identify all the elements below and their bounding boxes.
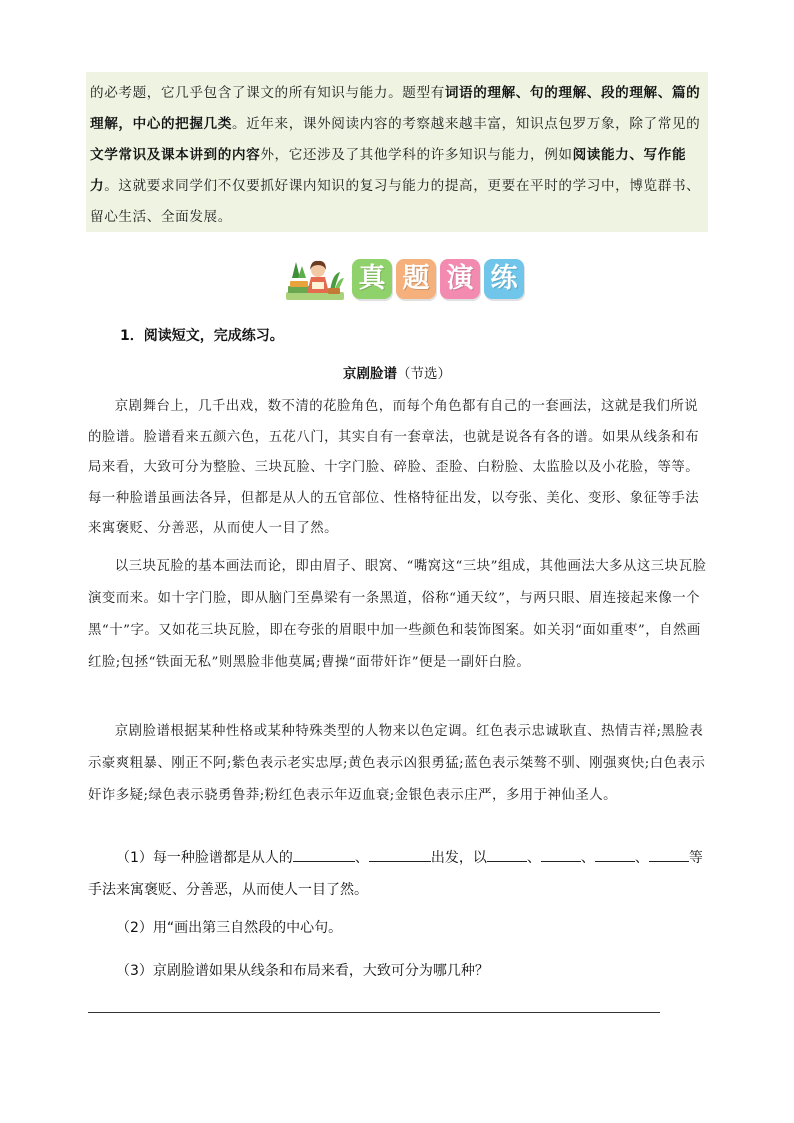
sub-question-3: （3）京剧脸谱如果从线条和布局来看，大致可分为哪几种？ [116, 963, 489, 979]
intro-segment: 。这就要求同学们不仅要抓好课内知识的复习与能力的提高，更要在平时的学习中，博览群书、留心生活、全面发展。 [90, 178, 701, 225]
intro-segment: 。近年来，课外阅读内容的考察越来越丰富，知识点包罗万象，除了常见的 [231, 116, 701, 132]
intro-segment: 外，它还涉及了其他学科的许多知识与能力，例如 [260, 147, 573, 163]
banner-tile-lian: 练 [484, 259, 524, 299]
sub-question-2: （2）用“画出第三自然段的中心句。 [116, 920, 343, 936]
blank-1[interactable] [293, 847, 355, 862]
question-title: 1．阅读短文，完成练习。 [120, 328, 284, 344]
passage-paragraph-1: 京剧舞台上，几千出戏，数不清的花脸角色，而每个角色都有自己的一套画法，这就是我们所说的脸谱。脸谱看来五颜六色，五花八门，其实自有一套章法，也就是说各有各的谱。如果从线条和布局来看，大致可分为整脸、三块瓦脸、十字门脸、碎脸、歪脸、白粉脸、太监脸以及小花脸，等等。每一种脸谱虽画法各异，但都是从人的五官部位、性格特征出发，以夸张、美化、变形、象征等手法来寓褒贬、分善恶，从而使人一目了然。 [88, 399, 700, 536]
banner-tile-zhen: 真 [352, 259, 392, 299]
passage-title-main: 京剧脸谱 [343, 366, 397, 382]
blank-6[interactable] [649, 847, 689, 862]
sub-question-1-text-a: （1）每一种脸谱都是从人的 [116, 850, 293, 866]
intro-bold-segment: 文学常识及课本讲到的内容 [90, 147, 261, 163]
passage-paragraph-3: 京剧脸谱根据某种性格或某种特殊类型的人物来以色定调。红色表示忠诚耿直、热情吉祥;黑脸表示豪爽粗暴、刚正不阿;紫色表示老实忠厚;黄色表示凶狠勇猛;蓝色表示桀骜不驯、刚强爽快;白色表示奸诈多疑;绿色表示骁勇鲁莽;粉红色表示年迈血衰;金银色表示庄严，多用于神仙圣人。 [88, 724, 706, 803]
intro-bold-segment: 阅读能力、写作能力 [90, 147, 687, 194]
intro-text [90, 78, 704, 233]
intro-bold-segment: 词语的理解、句的理解、段的理解、篇的理解，中心的把握几类 [90, 85, 701, 132]
banner-tile-yan: 演 [440, 259, 480, 299]
blank-3[interactable] [487, 847, 527, 862]
practice-banner [282, 256, 542, 304]
sub-question-1-sep-2: 、 [526, 850, 541, 866]
sub-question-1 [88, 842, 710, 906]
passage-title-note: （节选） [397, 366, 451, 382]
reading-girl-illustration [284, 256, 346, 302]
sub-question-1-sep-3: 、 [580, 850, 595, 866]
intro-segment: 的必考题，它几乎包含了课文的所有知识与能力。题型有 [90, 85, 445, 101]
sub-question-1-sep-4: 、 [634, 850, 649, 866]
banner-tile-ti: 题 [396, 259, 436, 299]
sub-question-1-text-d: 等手法来寓褒贬、分善恶，从而使人一目了然。 [88, 850, 703, 898]
intro-box [86, 72, 708, 232]
blank-4[interactable] [541, 847, 581, 862]
sub-question-1-text-c: 出发，以 [430, 850, 487, 866]
passage-title [0, 362, 794, 382]
answer-line[interactable] [88, 1012, 660, 1013]
blank-5[interactable] [595, 847, 635, 862]
sub-question-1-sep: 、 [354, 850, 369, 866]
blank-2[interactable] [369, 847, 431, 862]
passage-paragraph-2: 以三块瓦脸的基本画法而论，即由眉子、眼窝、“嘴窝这“三块”组成，其他画法大多从这三块瓦脸演变而来。如十字门脸，即从脑门至鼻梁有一条黑道，俗称“通天纹”，与两只眼、眉连接起来像一个黑“十”字。又如花三块瓦脸，即在夸张的眉眼中加一些颜色和装饰图案。如关羽“面如重枣”，自然画红脸;包拯“铁面无私”则黑脸非他莫属;曹操“面带奸诈”便是一副奸白脸。 [88, 559, 707, 670]
